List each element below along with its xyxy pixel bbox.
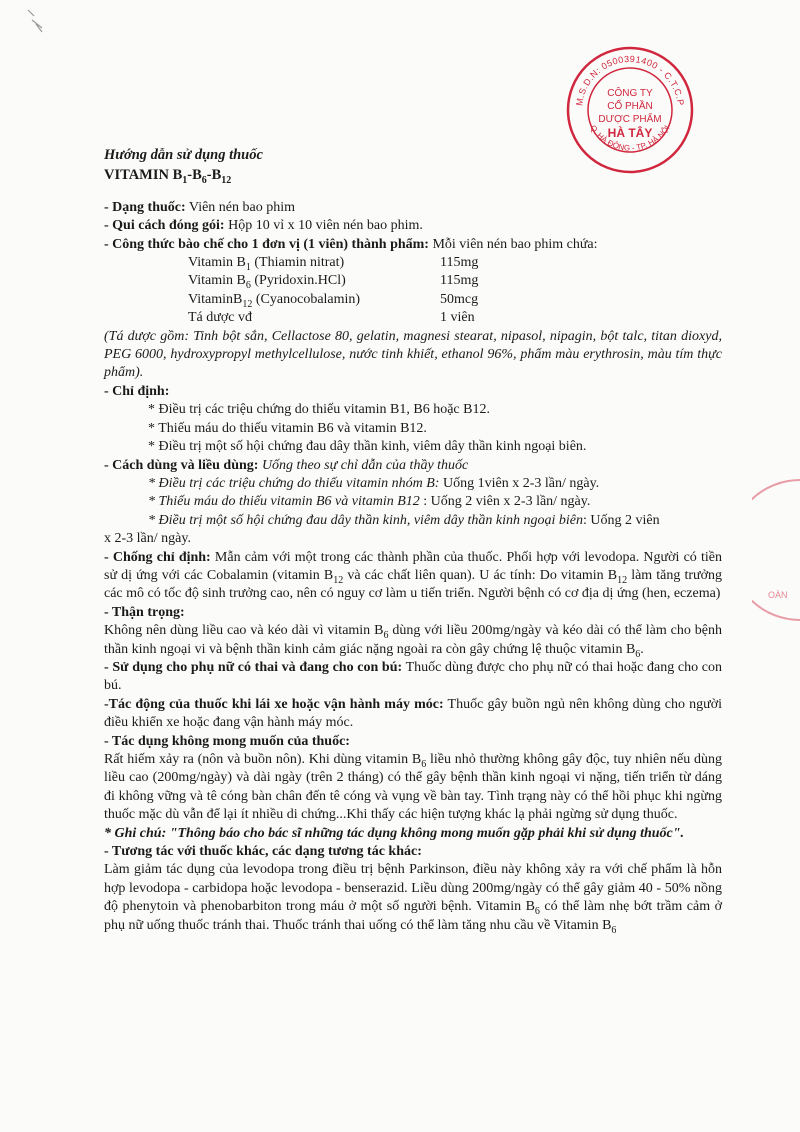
- seal-ring-text: M.S.D.N: 0500391400 - C.T.C.P: [574, 53, 686, 107]
- indication-item: * Thiếu máu do thiếu vitamin B6 và vitamin B12.: [148, 420, 427, 436]
- dosage-continuation: x 2-3 lần/ ngày.: [104, 531, 191, 547]
- page-title: Hướng dẫn sử dụng thuốc: [104, 147, 263, 163]
- dosage-form: - Dạng thuốc: Viên nén bao phim: [104, 199, 295, 215]
- contraindications: - Chống chỉ định: Mẫn cảm với một trong các thành phần của thuốc. Phối hợp với levodopa. Người có tiền sử dị ứng với các Cobalamin (vitamin $B_{12}$ và các chất liên quan). U ác tính: Do vitamin $B_{12}$ làm tăng trưởng các mô có tốc độ sinh trưởng cao, nên có nguy cơ làm u tiến triển. Người bệnh có cơ địa dị ứng (hen, eczema): [104, 549, 722, 602]
- caution-heading: - Thận trọng:: [104, 604, 185, 620]
- note: * Ghi chú: "Thông báo cho bác sĩ những tác dụng không mong muốn gặp phải khi sử dụng thuốc".: [104, 825, 685, 841]
- seal-line-1: CÔNG TY: [607, 88, 653, 99]
- composition-row: VitaminB$_{12}$ (Cyanocobalamin) 50mcg: [188, 291, 479, 310]
- indications-heading: - Chỉ định:: [104, 383, 170, 399]
- seal-line-4: HÀ TÂY: [607, 126, 653, 140]
- dosage-heading: - Cách dùng và liều dùng: Uống theo sự chỉ dẫn của thầy thuốc: [104, 457, 469, 473]
- side-effects-heading: - Tác dụng không mong muốn của thuốc:: [104, 733, 350, 749]
- scan-mark: [10, 0, 50, 40]
- dosage-item: * Điều trị một số hội chứng đau dây thần kinh, viêm dây thần kinh ngoại biên: Uống 2 viên: [148, 512, 660, 528]
- composition-row: Vitamin $B_6$ (Pyridoxin.HCl) 115mg: [188, 273, 479, 292]
- seal-line-2: CỔ PHẦN: [607, 101, 653, 112]
- edge-seal-text: OÀN: [768, 590, 788, 600]
- composition-table: [188, 254, 478, 328]
- leaflet-body: [104, 146, 722, 935]
- interactions-heading: - Tương tác với thuốc khác, các dạng tương tác khác:: [104, 844, 422, 860]
- dosage-item: * Thiếu máu do thiếu vitamin B6 và vitamin B12 : Uống 2 viên x 2-3 lần/ ngày.: [148, 494, 591, 510]
- indication-item: * Điều trị một số hội chứng đau dây thần kinh, viêm dây thần kinh ngoại biên.: [148, 439, 587, 455]
- driving-section: -Tác động của thuốc khi lái xe hoặc vận hành máy móc: Thuốc gây buồn ngủ nên không dùng cho người điều khiển xe hoặc đang vận hành máy móc.: [104, 696, 722, 731]
- excipients-note: (Tá dược gồm: Tinh bột sắn, Cellactose 80, gelatin, magnesi stearat, nipasol, nipagin, bột talc, titan dioxyd, PEG 6000, hydroxypropyl methylcellulose, nước tinh khiết, ethanol 96%, phẩm màu erythrosin, màu tím thực phẩm).: [104, 328, 722, 381]
- indication-item: * Điều trị các triệu chứng do thiếu vitamin B1, B6 hoặc B12.: [148, 402, 490, 418]
- packaging: - Qui cách đóng gói: Hộp 10 vỉ x 10 viên nén bao phim.: [104, 218, 423, 234]
- composition-row: Tá dược vđ 1 viên: [188, 310, 475, 326]
- seal-line-3: DƯỢC PHẨM: [598, 114, 662, 125]
- pregnancy-section: - Sử dụng cho phụ nữ có thai và đang cho con bú: Thuốc dùng được cho phụ nữ có thai hoặc đang cho con bú.: [104, 659, 722, 694]
- side-effects-text: Rất hiếm xảy ra (nôn và buồn nôn). Khi dùng vitamin $B_6$ liều nhỏ thường không gây độc, tuy nhiên nếu dùng liều cao (200mg/ngày) và dài ngày (trên 2 tháng) có thể gây bệnh thần kinh ngoại vi nặng, tiến triển từ dáng đi không vững và tê cóng bàn chân đến tê cóng và vụng về bàn tay. Tình trạng này có thể hồi phục khi ngừng thuốc mặc dù vẫn để lại ít nhiều di chứng...Khi thấy các hiện tượng khác lạ phải ngừng sử dụng thuốc.: [104, 752, 722, 823]
- composition-row: Vitamin $B_1$ (Thiamin nitrat) 115mg: [188, 255, 479, 273]
- dosage-item: * Điều trị các triệu chứng do thiếu vitamin nhóm B: Uống 1viên x 2-3 lần/ ngày.: [148, 475, 600, 491]
- interactions-text: Làm giảm tác dụng của levodopa trong điều trị bệnh Parkinson, điều này không xảy ra với chế phẩm là hỗn hợp levodopa - carbidopa hoặc levodopa - benserazid. Liều dùng 200mg/ngày có thể gây giảm 40 - 50% nồng độ phenytoin và phenobarbiton trong máu ở một số người bệnh. Vitamin $B_6$ có thể làm nhẹ bớt trầm cảm ở phụ nữ uống thuốc tránh thai. Thuốc tránh thai uống có thể làm tăng nhu cầu về Vitamin $B_6$: [104, 862, 722, 936]
- partial-seal-edge: [752, 470, 800, 630]
- product-name: VITAMIN $B_1-B_6-B_{12}$: [104, 167, 232, 187]
- formula-heading: - Công thức bào chế cho 1 đơn vị (1 viên) thành phẩm: Mỗi viên nén bao phim chứa:: [104, 236, 598, 252]
- seal-ring-bottom-text: Q. HÀ ĐÔNG - TP. HÀ NỘI: [588, 123, 672, 153]
- caution-text: Không nên dùng liều cao và kéo dài vì vitamin $B_6$ dùng với liều 200mg/ngày và kéo dài có thể làm cho bệnh thần kinh ngoại vi và bệnh thần kinh cảm giác nặng ngoài ra còn gây chứng lệ thuộc vitamin $B_6$.: [104, 623, 722, 660]
